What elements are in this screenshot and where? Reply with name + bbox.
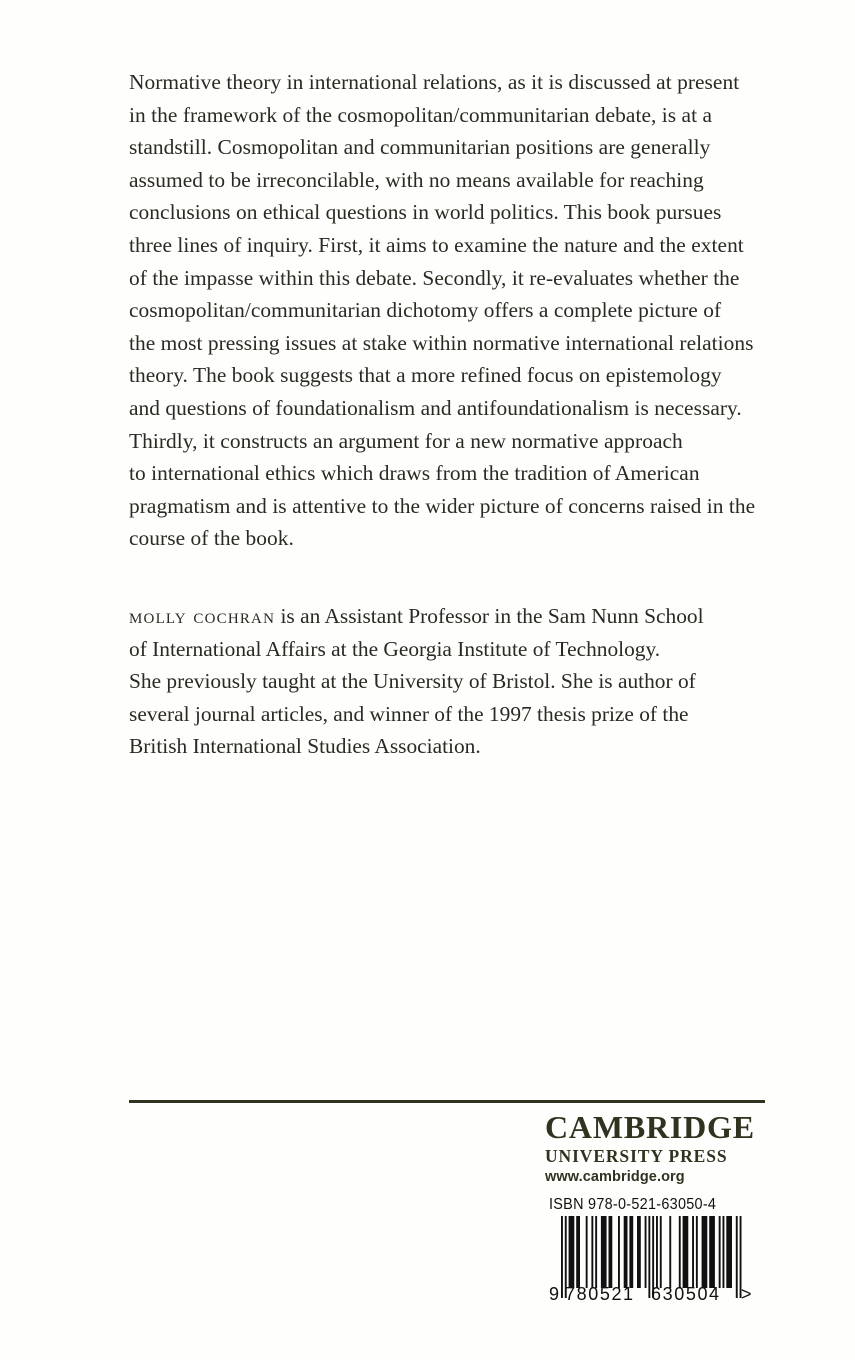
ean-quiet-zone-arrow: > (741, 1284, 752, 1304)
ean-left-digits: 780521 (565, 1284, 635, 1304)
barcode-bar (723, 1216, 725, 1288)
barcode-bar (692, 1216, 694, 1288)
bio-line: She previously taught at the University of Bristol. She is author of (129, 669, 696, 694)
publisher-name: CAMBRIDGE (545, 1109, 755, 1145)
description-line: to international ethics which draws from the tradition of American (129, 461, 700, 486)
description-line: conclusions on ethical questions in world politics. This book pursues (129, 200, 722, 225)
bio-line: of International Affairs at the Georgia Institute of Technology. (129, 636, 661, 661)
barcode-bar (601, 1216, 607, 1288)
isbn-label: ISBN 978-0-521-63050-4 (549, 1196, 717, 1213)
description-line: Thirdly, it constructs an argument for a new normative approach (129, 428, 683, 453)
ean-digits (549, 1284, 764, 1306)
ean-right-digits: 630504 (651, 1284, 721, 1304)
barcode-bar (637, 1216, 641, 1288)
barcode-block (549, 1196, 764, 1320)
barcode-bar (656, 1216, 658, 1288)
description-line: Normative theory in international relations, as it is discussed at present (129, 70, 740, 94)
barcode-bar (683, 1216, 689, 1288)
barcode-bar (569, 1216, 575, 1288)
barcode-bar (629, 1216, 633, 1288)
description-line: three lines of inquiry. First, it aims to examine the nature and the extent (129, 232, 744, 257)
description-line: pragmatism and is attentive to the wider picture of concerns raised in the (129, 493, 756, 518)
barcode-bar (719, 1216, 721, 1288)
description-line: assumed to be irreconcilable, with no means available for reaching (129, 167, 704, 192)
bio-first-line (129, 600, 794, 633)
description-line: the most pressing issues at stake within normative international relations (129, 330, 754, 355)
barcode-bar (726, 1216, 732, 1288)
description-line: cosmopolitan/communitarian dichotomy offers a complete picture of (129, 298, 722, 323)
publisher-url: www.cambridge.org (545, 1169, 685, 1185)
barcode-bar (595, 1216, 597, 1288)
author-bio (129, 600, 794, 763)
barcode-bar (618, 1216, 620, 1288)
barcode-bar (591, 1216, 593, 1288)
barcode-bar (645, 1216, 647, 1288)
barcode-bar (696, 1216, 698, 1288)
book-description (129, 66, 794, 555)
barcode-bar (609, 1216, 613, 1288)
publisher-block (545, 1108, 770, 1188)
bio-first-line-text: is an Assistant Professor in the Sam Nunn School (275, 604, 704, 628)
ean-first-digit: 9 (549, 1284, 560, 1304)
barcode-bar (669, 1216, 671, 1288)
publisher-subtitle: UNIVERSITY PRESS (545, 1146, 728, 1166)
description-line: course of the book. (129, 526, 294, 551)
description-line: theory. The book suggests that a more refined focus on epistemology (129, 363, 722, 388)
barcode-bar (679, 1216, 681, 1288)
barcode-bar (576, 1216, 580, 1288)
description-line: and questions of foundationalism and antifoundationalism is necessary. (129, 395, 742, 420)
author-name: molly cochran (129, 604, 276, 628)
barcode-bar (624, 1216, 628, 1288)
description-line: in the framework of the cosmopolitan/communitarian debate, is at a (129, 102, 713, 127)
description-line: standstill. Cosmopolitan and communitarian positions are generally (129, 135, 711, 160)
barcode-bar (702, 1216, 708, 1288)
description-line: of the impasse within this debate. Secondly, it re-evaluates whether the (129, 265, 740, 290)
barcode-bar (660, 1216, 662, 1288)
bio-line: several journal articles, and winner of the 1997 thesis prize of the (129, 701, 689, 726)
bio-line: British International Studies Association. (129, 734, 481, 759)
divider-rule (129, 1100, 765, 1103)
barcode-bar (709, 1216, 715, 1288)
barcode-bar (586, 1216, 588, 1288)
